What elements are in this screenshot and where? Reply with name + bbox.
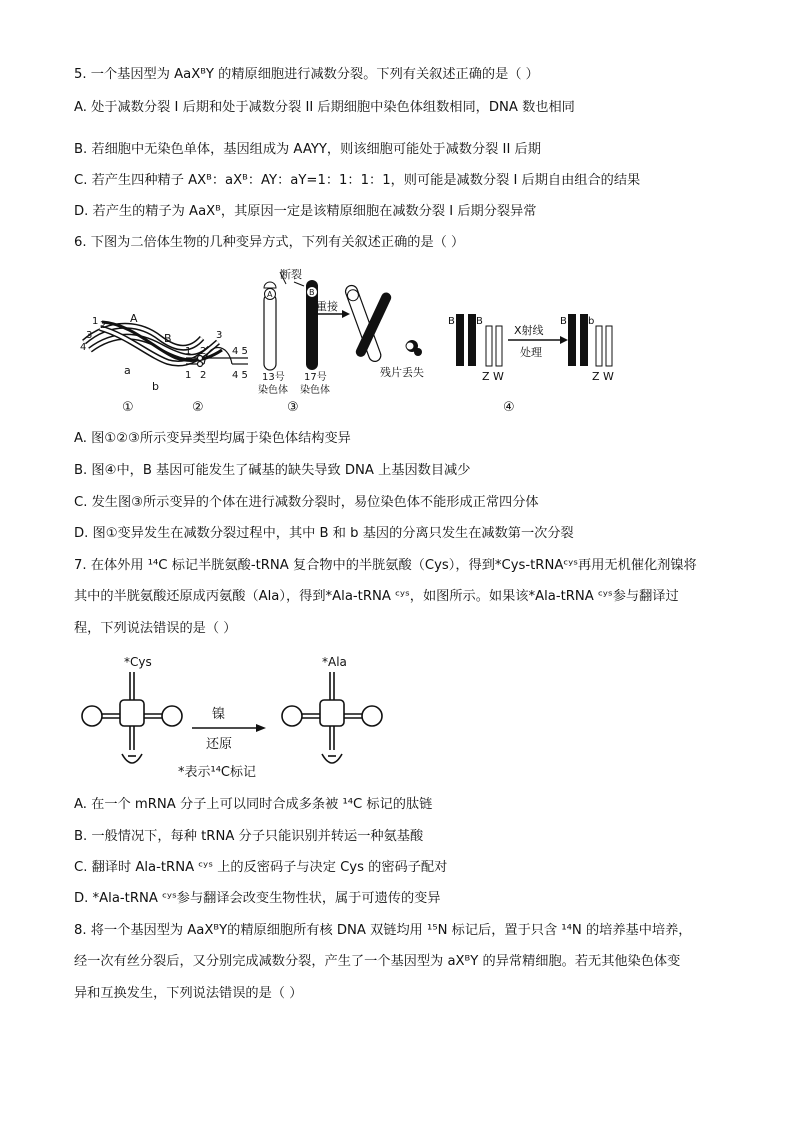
q5-option-d: D. 若产生的精子为 AaXᴮ，其原因一定是该精原细胞在减数分裂 I 后期分裂异常 (74, 204, 537, 219)
trna-right (282, 672, 382, 763)
fig3-break: 断裂 (280, 268, 302, 281)
fig4-proc: 处理 (520, 346, 542, 359)
fig2-top-3: 3 (216, 330, 223, 341)
q7-option-d: D. *Ala-tRNA ᶜʸˢ参与翻译会改变生物性状，属于可遗传的变异 (74, 891, 441, 906)
fig4-b: b (588, 316, 595, 327)
q5-option-a: A. 处于减数分裂 I 后期和处于减数分裂 II 后期细胞中染色体组数相同，DNA 数也相同 (74, 100, 575, 115)
q5-option-c: C. 若产生四种精子 AXᴮ：aXᴮ：AY：aY=1：1：1：1，则可能是减数分裂 I 后期自由组合的结果 (74, 173, 641, 188)
fig2-top-45: 4 5 (232, 346, 248, 357)
fig1-label-1: 1 (92, 316, 99, 327)
q7-option-b: B. 一般情况下，每种 tRNA 分子只能识别并转运一种氨基酸 (74, 829, 424, 844)
fig4-B3: B (560, 316, 567, 327)
fig4-B2: B (476, 316, 483, 327)
fig2-top-1: 1 (185, 346, 192, 357)
fig3-join: 重接 (316, 300, 338, 313)
q5-stem: 5. 一个基因型为 AaXᴮY 的精原细胞进行减数分裂。下列有关叙述正确的是（ ） (74, 67, 539, 82)
fig1-label-3: 3 (86, 330, 93, 341)
fig3-c17b: 染色体 (300, 385, 330, 396)
q5-option-b: B. 若细胞中无染色单体，基因组成为 AAYY，则该细胞可能处于减数分裂 II 后期 (74, 142, 541, 157)
fig2-top-2: 2 (200, 346, 207, 357)
q6-option-c: C. 发生图③所示变异的个体在进行减数分裂时，易位染色体不能形成正常四分体 (74, 495, 539, 510)
fig2-bot-2: 2 (200, 370, 207, 381)
q8-stem-2: 经一次有丝分裂后，又分别完成减数分裂，产生了一个基因型为 aXᴮY 的异常精细胞。若无其他染色体变 (74, 954, 681, 969)
fig4-xray: X射线 (514, 324, 544, 337)
arrow-ni: 镍 (212, 707, 226, 722)
q6-option-a: A. 图①②③所示变异类型均属于染色体结构变异 (74, 431, 351, 446)
figure-3-translocation (264, 272, 422, 370)
fig-num-1: ① (122, 400, 134, 415)
fig3-A: A (267, 290, 273, 299)
fig3-c17: 17号 (304, 372, 327, 383)
fig4-zw-2: Z W (592, 370, 614, 383)
q7-option-c: C. 翻译时 Ala-tRNA ᶜʸˢ 上的反密码子与决定 Cys 的密码子配对 (74, 860, 448, 875)
fig3-c13: 13号 (262, 372, 285, 383)
q6-stem: 6. 下图为二倍体生物的几种变异方式，下列有关叙述正确的是（ ） (74, 235, 465, 250)
q8-stem-1: 8. 将一个基因型为 AaXᴮY的精原细胞所有核 DNA 双链均用 ¹⁵N 标记后，置于只含 ¹⁴N 的培养基中培养， (74, 923, 692, 938)
q7-figure (76, 652, 396, 784)
q7-stem-2: 其中的半胱氨酸还原成丙氨酸（Ala），得到*Ala-tRNA ᶜʸˢ，如图所示。如果该*Ala-tRNA ᶜʸˢ参与翻译过 (74, 589, 679, 604)
fig1-label-2: 2 (100, 320, 107, 331)
fig1-label-B: B (164, 332, 172, 345)
q8-stem-3: 异和互换发生，下列说法错误的是（ ） (74, 986, 303, 1001)
fig1-label-b: b (152, 380, 159, 393)
trna-left-cys: *Cys (124, 655, 152, 669)
arrow-reduce: 还原 (206, 737, 233, 752)
trna-left (82, 672, 182, 763)
fig1-label-a: a (124, 364, 131, 377)
q6-figure (72, 266, 632, 418)
fig2-bot-45: 4 5 (232, 370, 248, 381)
fig4-zw-1: Z W (482, 370, 504, 383)
fig-num-3: ③ (287, 400, 299, 415)
fig-num-2: ② (192, 400, 204, 415)
fig2-bot-1: 1 (185, 370, 192, 381)
fig3-B: B (309, 288, 315, 297)
q6-option-b: B. 图④中，B 基因可能发生了碱基的缺失导致 DNA 上基因数目减少 (74, 463, 471, 478)
fig1-label-A: A (130, 312, 138, 325)
q7-option-a: A. 在一个 mRNA 分子上可以同时合成多条被 ¹⁴C 标记的肽链 (74, 797, 433, 812)
fig3-c13b: 染色体 (258, 385, 288, 396)
fig1-label-4: 4 (80, 342, 87, 353)
q7-stem-3: 程，下列说法错误的是（ ） (74, 621, 237, 636)
q6-option-d: D. 图①变异发生在减数分裂过程中，其中 B 和 b 基因的分离只发生在减数第一次分裂 (74, 526, 574, 541)
fig-num-4: ④ (503, 400, 515, 415)
figure-note: *表示¹⁴C标记 (178, 765, 257, 780)
fig3-loss: 残片丢失 (380, 366, 424, 379)
q7-stem-1: 7. 在体外用 ¹⁴C 标记半胱氨酸-tRNA 复合物中的半胱氨酸（Cys），得到*Cys-tRNAᶜʸˢ再用无机催化剂镍将 (74, 558, 697, 573)
fig4-B1: B (448, 316, 455, 327)
trna-right-ala: *Ala (322, 655, 347, 669)
